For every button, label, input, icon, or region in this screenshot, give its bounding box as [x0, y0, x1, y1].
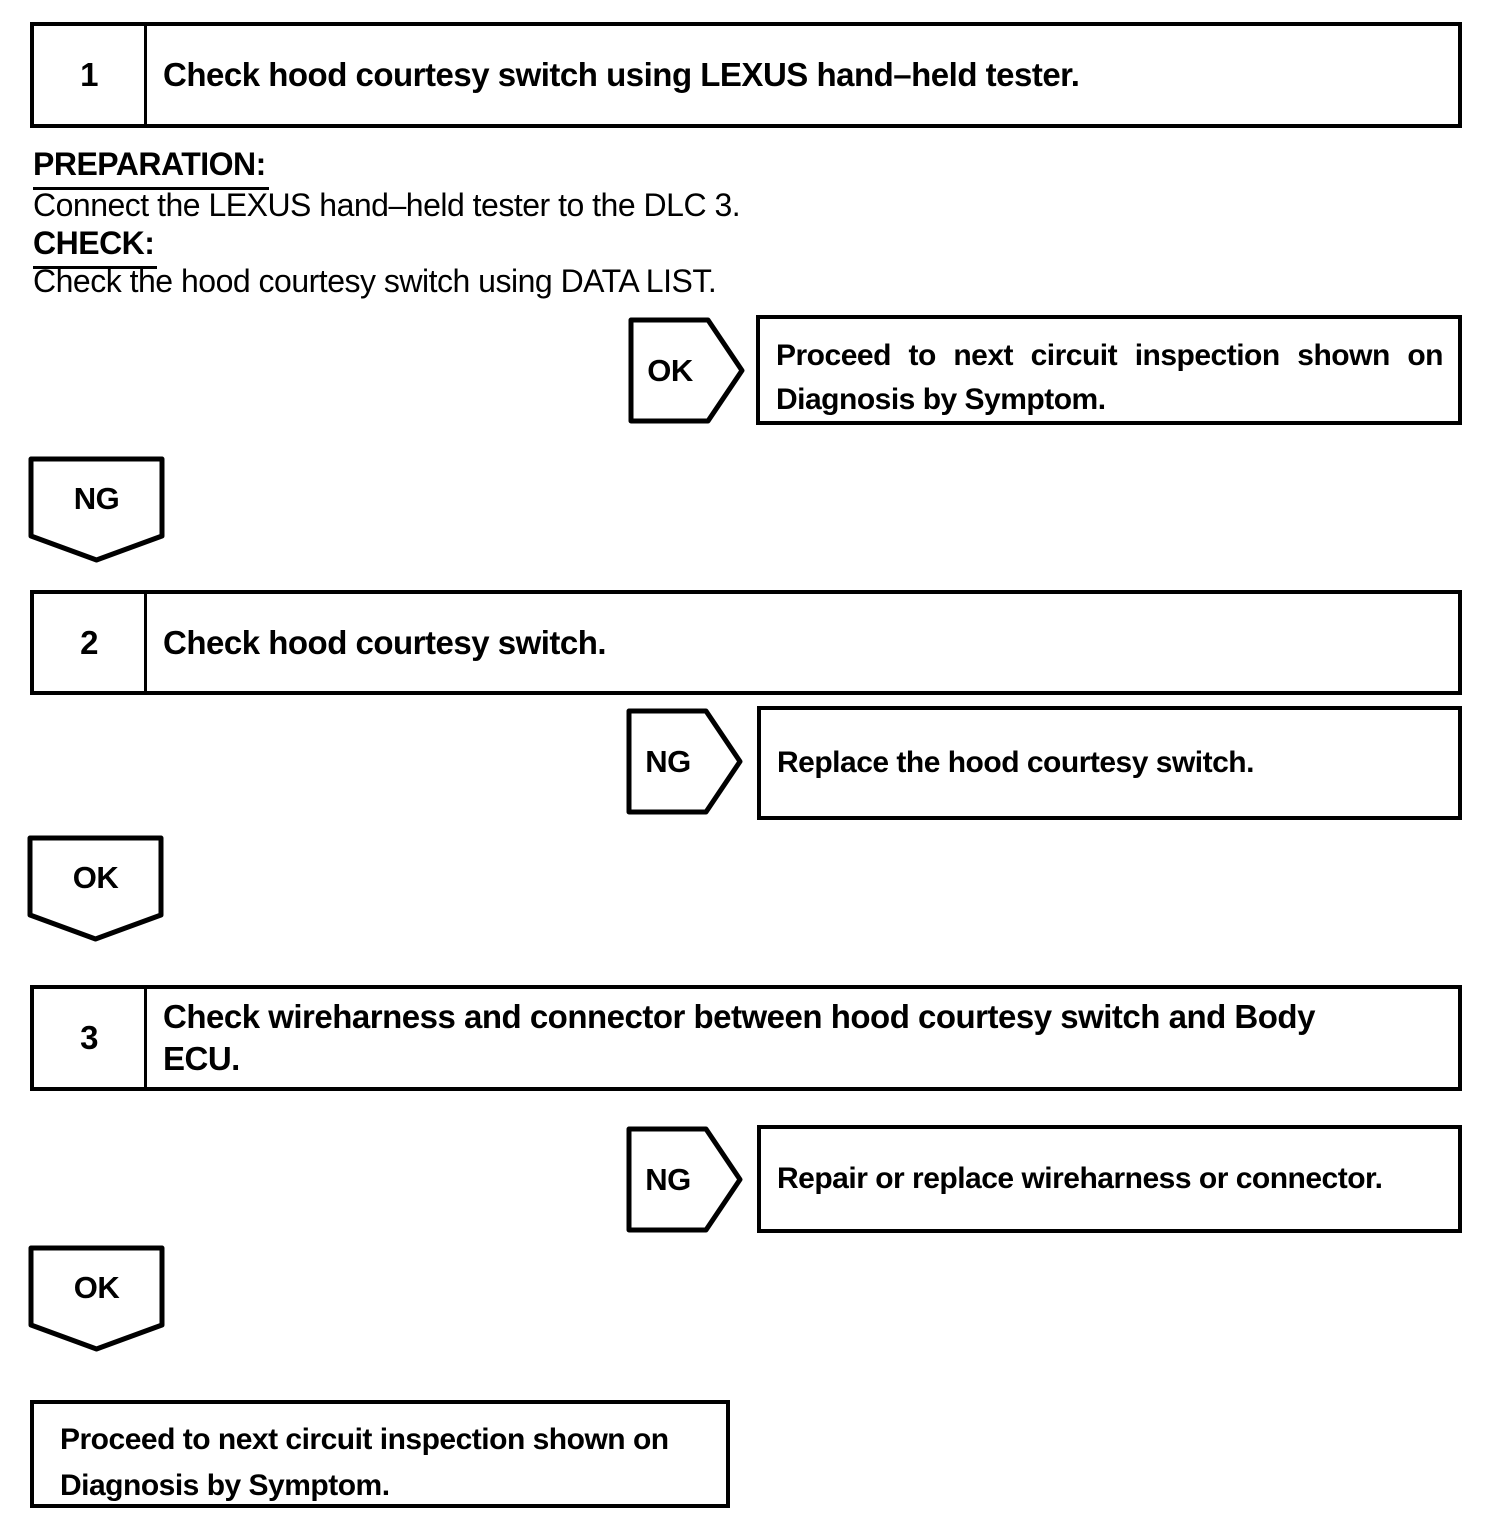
check-label: CHECK:: [33, 225, 157, 269]
step-1-title-text: Check hood courtesy switch using LEXUS hand–held tester.: [163, 56, 1080, 93]
ng-connector-label-2: NG: [645, 743, 691, 779]
step-1-box: [30, 22, 1462, 128]
ng-connector-label-3: NG: [645, 1161, 691, 1197]
ok-flow-connector-1: [27, 835, 164, 942]
step-2-number: 2: [34, 594, 147, 691]
ok-result-text-1: Proceed to next circuit inspection shown on Diagnosis by Symptom.: [776, 339, 1443, 416]
ok-branch-connector-1: [628, 317, 746, 424]
ng-result-text-3: Repair or replace wireharness or connector.: [777, 1162, 1383, 1195]
preparation-label: PREPARATION:: [33, 146, 269, 190]
ok-result-box-1: [756, 315, 1462, 425]
ok-flow-connector-2: [28, 1245, 165, 1352]
preparation-text: Connect the LEXUS hand–held tester to the DLC 3.: [33, 187, 741, 223]
ng-flow-label-1: NG: [73, 481, 120, 516]
step-3-title: [147, 989, 1458, 1087]
ok-flow-label-1: OK: [72, 860, 119, 895]
step-3-box: [30, 985, 1462, 1091]
ng-result-box-3: [757, 1125, 1462, 1233]
step-2-title-text: Check hood courtesy switch.: [163, 623, 607, 661]
step-1-title: [147, 26, 1458, 124]
step-3-title-text: Check wireharness and connector between hood courtesy switch and Body ECU.: [163, 998, 1315, 1077]
final-result-text: Proceed to next circuit inspection shown on Diagnosis by Symptom.: [60, 1423, 669, 1502]
ok-flow-label-2: OK: [73, 1270, 120, 1305]
step-1-number: 1: [34, 26, 147, 124]
step-2-title: [147, 594, 1458, 691]
check-text: Check the hood courtesy switch using DATA LIST.: [33, 263, 717, 299]
step-3-number: 3: [34, 989, 147, 1087]
ng-branch-connector-2: [626, 708, 744, 815]
ng-result-box-2: [757, 706, 1462, 820]
ng-branch-connector-3: [626, 1126, 744, 1233]
ng-result-text-2: Replace the hood courtesy switch.: [777, 746, 1254, 779]
ng-flow-connector-1: [28, 456, 165, 563]
step-2-box: [30, 590, 1462, 695]
ok-connector-label: OK: [647, 352, 693, 388]
final-result-box: [30, 1400, 730, 1508]
